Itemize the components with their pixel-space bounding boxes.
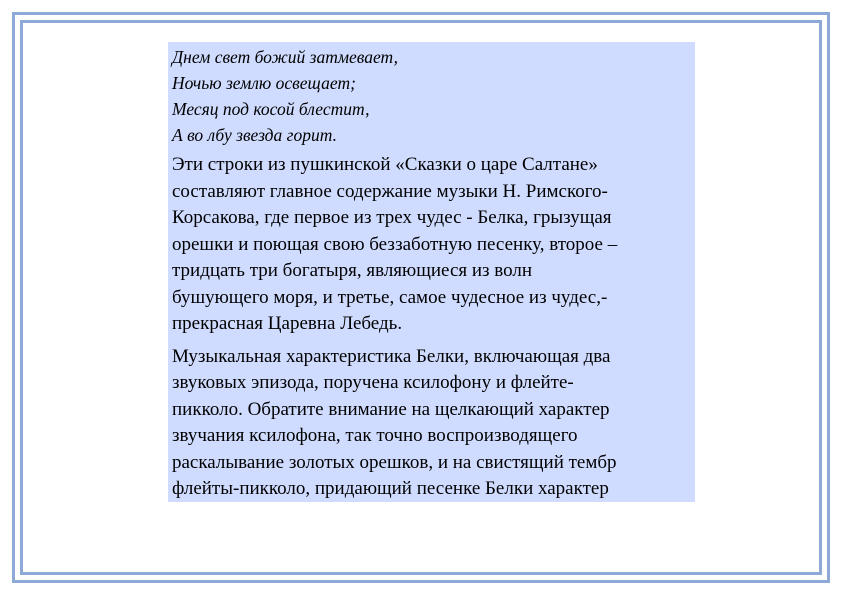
poem-line: Днем свет божий затмевает,: [172, 47, 399, 67]
poem-line: Месяц под косой блестит,: [172, 99, 370, 119]
text-box: [168, 42, 695, 502]
paragraph-tale-description: Эти строки из пушкинской «Сказки о царе Салтане» составляют главное содержание музыки Н. Римского- Корсакова, где первое из трех чудес - Белка, грызущая орешки и поющая свою беззаботную песенку, второе – тридцать три богатыря, являющиеся из волн бушующего моря, и третье, самое чудесное из чудес,- прекрасная Царевна Лебедь.: [172, 154, 618, 334]
poem-line: Ночью землю освещает;: [172, 73, 356, 93]
paragraph-squirrel-description: Музыкальная характеристика Белки, включающая два звуковых эпизода, поручена ксилофону и флейте- пикколо. Обратите внимание на щелкающий характер звучания ксилофона, так точно воспроизводящего раскалывание золотых орешков, и на свистящий тембр флейты-пикколо, придающий песенке Белки характер: [172, 345, 617, 499]
poem-line: А во лбу звезда горит.: [172, 125, 337, 145]
poem-quote: [172, 44, 695, 148]
